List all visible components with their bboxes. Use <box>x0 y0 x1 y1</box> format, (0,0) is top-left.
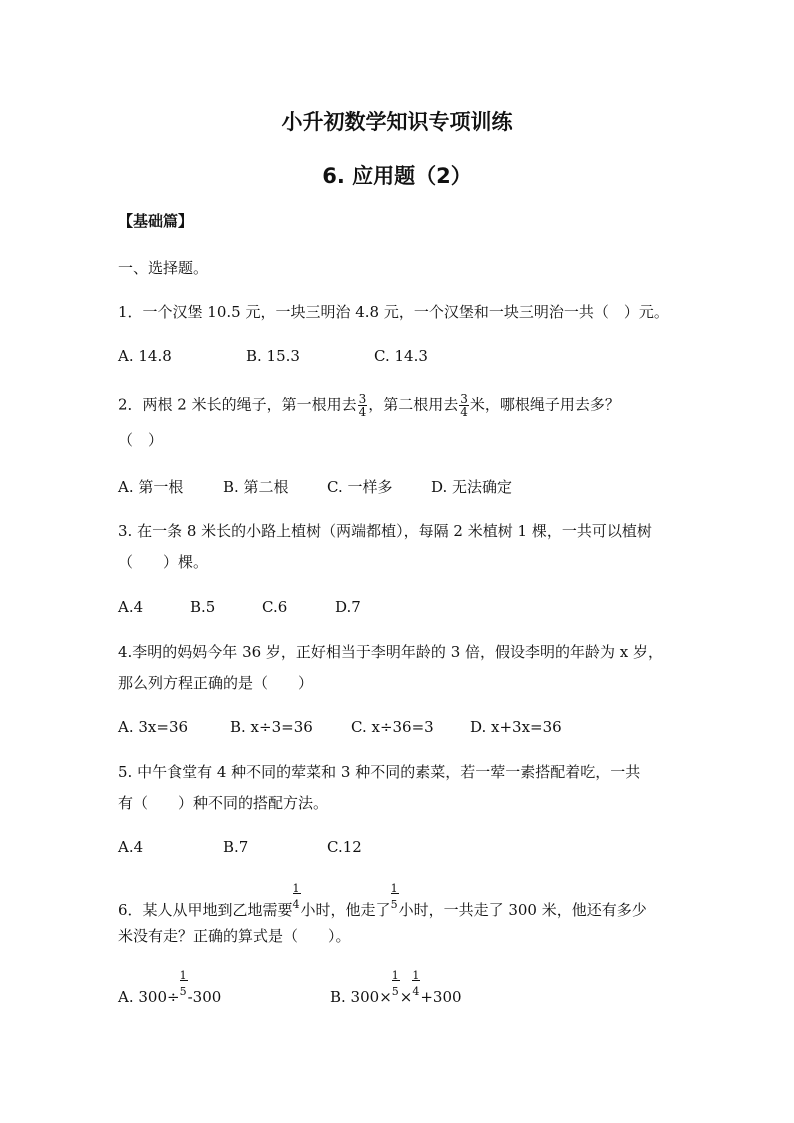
fraction-denominator: 4 <box>292 898 300 911</box>
question-6-part-1: 6．某人从甲地到乙地需要 <box>118 901 293 919</box>
fraction-numerator: 1 <box>412 969 420 982</box>
small-fraction <box>292 882 301 915</box>
option-a <box>118 969 330 1007</box>
fraction-bar <box>180 980 188 981</box>
question-5-options <box>118 837 362 857</box>
option-a: A. 14.8 <box>118 347 172 365</box>
fraction-denominator: 5 <box>391 985 399 998</box>
section-heading: 【基础篇】 <box>118 212 194 230</box>
fraction-bar <box>391 893 399 894</box>
fraction-denominator: 4 <box>412 985 420 998</box>
option-c: C.6 <box>262 598 288 616</box>
option-b: B. x÷3=36 <box>230 718 313 736</box>
question-6-text <box>118 882 647 920</box>
fraction-numerator: 3 <box>358 392 367 406</box>
question-6-part-3: 小时，一共走了 300 米，他还有多少 <box>398 901 647 919</box>
fraction-denominator: 4 <box>460 405 468 419</box>
option-d: D. 无法确定 <box>431 478 513 496</box>
fraction-numerator: 1 <box>292 882 300 895</box>
part-heading: 一、选择题。 <box>118 259 209 277</box>
question-4-options <box>118 717 562 737</box>
question-6-part-2: 小时，他走了 <box>300 901 391 919</box>
question-3-line-1: 3. 在一条 8 米长的小路上植树（两端都植），每隔 2 米植树 1 棵，一共可以植树 <box>118 522 652 540</box>
option-a: A.4 <box>118 598 144 616</box>
option-a-part-1: A. 300÷ <box>118 988 180 1006</box>
question-6-options <box>118 969 462 1007</box>
question-2-text <box>118 393 620 418</box>
question-6-line-2: 米没有走？正确的算式是（ ）。 <box>118 927 351 945</box>
option-b <box>330 969 462 1007</box>
document-subtitle: 6. 应用题（2） <box>322 164 472 188</box>
option-d: D.7 <box>335 598 361 616</box>
small-fraction <box>391 969 400 1002</box>
small-fraction <box>179 969 188 1002</box>
option-c: C.12 <box>327 838 362 856</box>
fraction-bar <box>412 980 420 981</box>
fraction-denominator: 5 <box>179 985 187 998</box>
question-2-line-2: （ ） <box>118 431 164 449</box>
fraction-bar <box>392 980 400 981</box>
option-b: B.5 <box>190 598 216 616</box>
fraction <box>459 393 469 418</box>
option-c: C. 14.3 <box>374 347 428 365</box>
fraction-numerator: 1 <box>179 969 187 982</box>
option-b-times: × <box>399 988 413 1006</box>
option-d: D. x+3x=36 <box>470 718 562 736</box>
question-5-line-2: 有（ ）种不同的搭配方法。 <box>118 794 329 812</box>
option-a: A. 3x=36 <box>118 718 189 736</box>
option-b: B.7 <box>223 838 249 856</box>
fraction-numerator: 3 <box>460 392 468 406</box>
fraction-numerator: 1 <box>391 969 399 982</box>
fraction-denominator: 4 <box>358 405 367 419</box>
question-1-text: 1．一个汉堡 10.5 元，一块三明治 4.8 元，一个汉堡和一块三明治一共（ ）元。 <box>118 303 669 321</box>
fraction-bar <box>293 893 301 894</box>
question-3-line-2: （ ）棵。 <box>118 553 209 571</box>
option-c: C. 一样多 <box>327 478 393 496</box>
small-fraction <box>412 969 420 1002</box>
question-1-options <box>118 346 428 366</box>
option-b: B. 第二根 <box>223 478 289 496</box>
option-a-part-2: -300 <box>187 988 222 1006</box>
option-b-part-2: +300 <box>420 988 462 1006</box>
option-b-part-1: B. 300× <box>330 988 392 1006</box>
question-2-part-3: 米，哪根绳子用去多？ <box>469 395 620 414</box>
option-b: B. 15.3 <box>246 347 300 365</box>
fraction-denominator: 5 <box>390 898 398 911</box>
question-3-options <box>118 597 361 617</box>
option-a: A.4 <box>118 838 144 856</box>
option-a: A. 第一根 <box>118 478 184 496</box>
question-2-options <box>118 477 512 497</box>
small-fraction <box>390 882 399 915</box>
question-2-part-2: ，第二根用去 <box>368 395 459 414</box>
question-4-line-1: 4.李明的妈妈今年 36 岁，正好相当于李明年龄的 3 倍，假设李明的年龄为 x 岁， <box>118 643 664 661</box>
document-title: 小升初数学知识专项训练 <box>281 110 513 134</box>
question-2-part-1: 2．两根 2 米长的绳子，第一根用去 <box>118 395 357 414</box>
fraction <box>358 393 368 418</box>
fraction-numerator: 1 <box>390 882 398 895</box>
question-4-line-2: 那么列方程正确的是（ ） <box>118 674 314 692</box>
question-5-line-1: 5. 中午食堂有 4 种不同的荤菜和 3 种不同的素菜，若一荤一素搭配着吃，一共 <box>118 763 641 781</box>
option-c: C. x÷36=3 <box>351 718 434 736</box>
